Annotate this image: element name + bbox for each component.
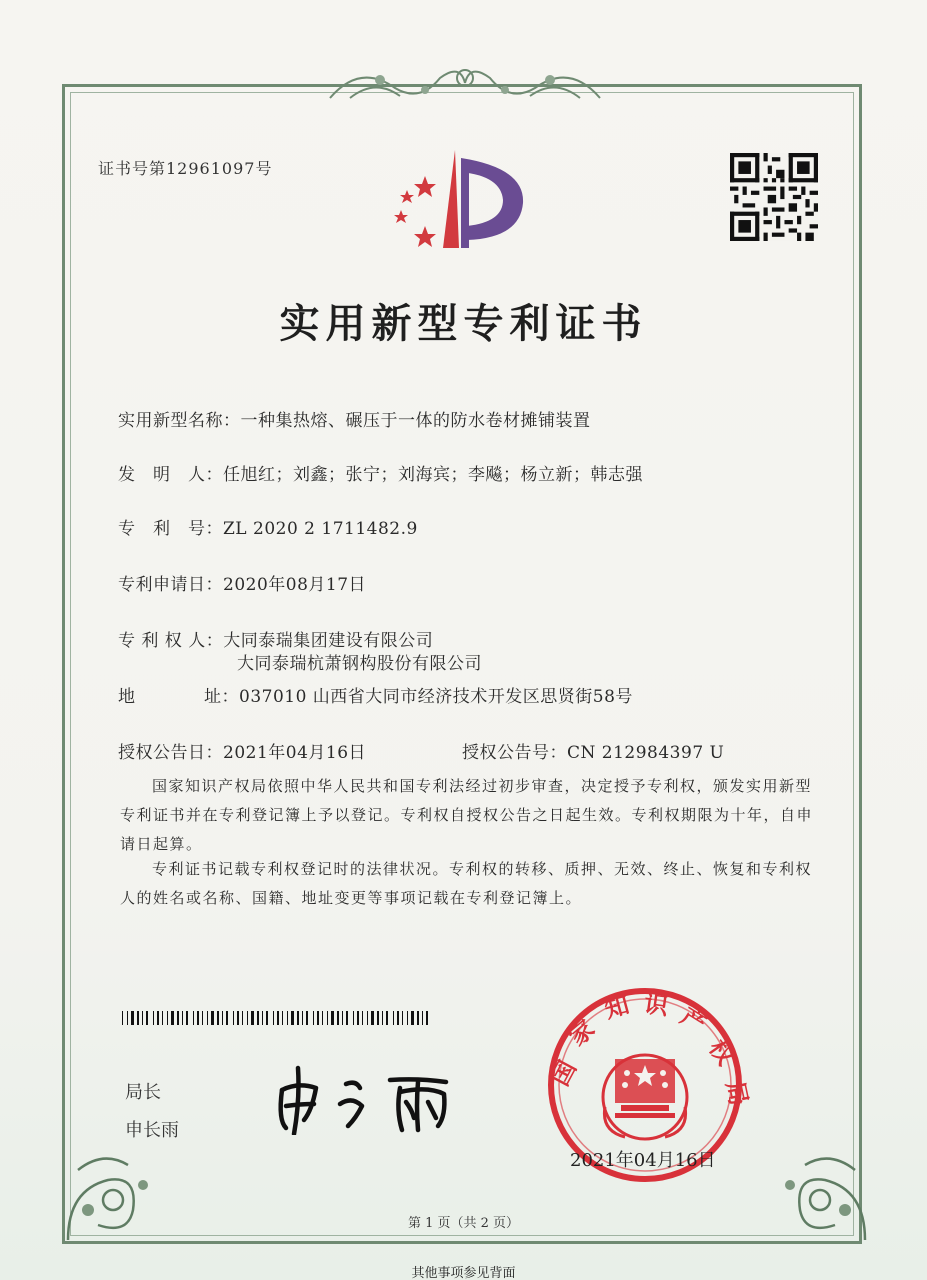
director-title: 局长	[125, 1082, 161, 1103]
bottom-right-ornament	[755, 1140, 875, 1250]
svg-text:产: 产	[675, 1001, 711, 1039]
seal-date: 2021年04月16日	[570, 1150, 716, 1171]
utility-model-name-label: 实用新型名称：	[118, 411, 241, 431]
svg-text:识: 识	[642, 989, 670, 1021]
svg-text:局: 局	[720, 1078, 753, 1108]
inventor-label: 发 明 人：	[118, 465, 223, 485]
director-signature-icon	[268, 1060, 468, 1135]
inventor-row	[118, 460, 643, 485]
barcode-icon	[122, 1011, 432, 1025]
top-ornament	[320, 58, 610, 108]
patentee-value-1: 大同泰瑞集团建设有限公司	[223, 631, 434, 651]
grant-date-label: 授权公告日：	[118, 743, 223, 763]
filing-date-row	[118, 570, 366, 595]
svg-text:国: 国	[545, 1056, 582, 1091]
grant-number-row	[462, 738, 724, 763]
grant-date-value: 2021年04月16日	[223, 743, 367, 763]
qr-code-icon	[730, 153, 818, 241]
certificate-title: 实用新型专利证书	[279, 300, 648, 347]
grant-number-label: 授权公告号：	[462, 743, 567, 763]
patent-number-label: 专 利 号：	[118, 519, 223, 539]
patentee-label: 专 利 权 人：	[118, 631, 224, 651]
address-row	[118, 682, 136, 707]
filing-date-label: 专利申请日：	[118, 575, 223, 595]
cnipa-logo-icon	[385, 148, 530, 258]
address-value: 037010 山西省大同市经济技术开发区思贤街58号	[239, 687, 633, 707]
patentee-row	[118, 626, 433, 651]
address-label: 地	[118, 687, 136, 707]
inventor-value: 任旭红；刘鑫；张宁；刘海宾；李飚；杨立新；韩志强	[223, 465, 643, 485]
svg-text:知: 知	[601, 990, 633, 1024]
address-label-suffix: 址：	[204, 687, 239, 707]
legal-paragraph-2: 专利证书记载专利权登记时的法律状况。专利权的转移、质押、无效、终止、恢复和专利权人的姓名或名称、国籍、地址变更等事项记载在专利登记簿上。	[120, 860, 813, 907]
patent-number-value: ZL 2020 2 1711482.9	[223, 519, 418, 539]
svg-text:家: 家	[563, 1014, 601, 1052]
patentee-row-2	[237, 649, 482, 674]
legal-paragraph-1: 国家知识产权局依照中华人民共和国专利法经过初步审查，决定授予专利权，颁发实用新型专利证书并在专利登记簿上予以登记。专利权自授权公告之日起生效。专利权期限为十年，自申请日起算。	[120, 777, 814, 853]
filing-date-value: 2020年08月17日	[223, 575, 367, 595]
svg-text:权: 权	[703, 1034, 740, 1071]
patent-number-row	[118, 514, 418, 539]
page-number: 第 1 页（共 2 页）	[407, 1216, 520, 1231]
bottom-left-ornament	[58, 1140, 178, 1250]
grant-number-value: CN 212984397 U	[567, 743, 725, 763]
utility-model-name-value: 一种集热熔、碾压于一体的防水卷材摊铺装置	[240, 411, 591, 431]
utility-model-name-row	[118, 406, 591, 431]
director-name: 申长雨	[125, 1120, 179, 1141]
address-row-value	[204, 682, 633, 707]
back-note: 其他事项参见背面	[411, 1266, 516, 1280]
patentee-value-2: 大同泰瑞杭萧钢构股份有限公司	[237, 654, 482, 674]
certificate-number: 证书号第12961097号	[98, 159, 273, 178]
grant-date-row	[118, 738, 366, 763]
